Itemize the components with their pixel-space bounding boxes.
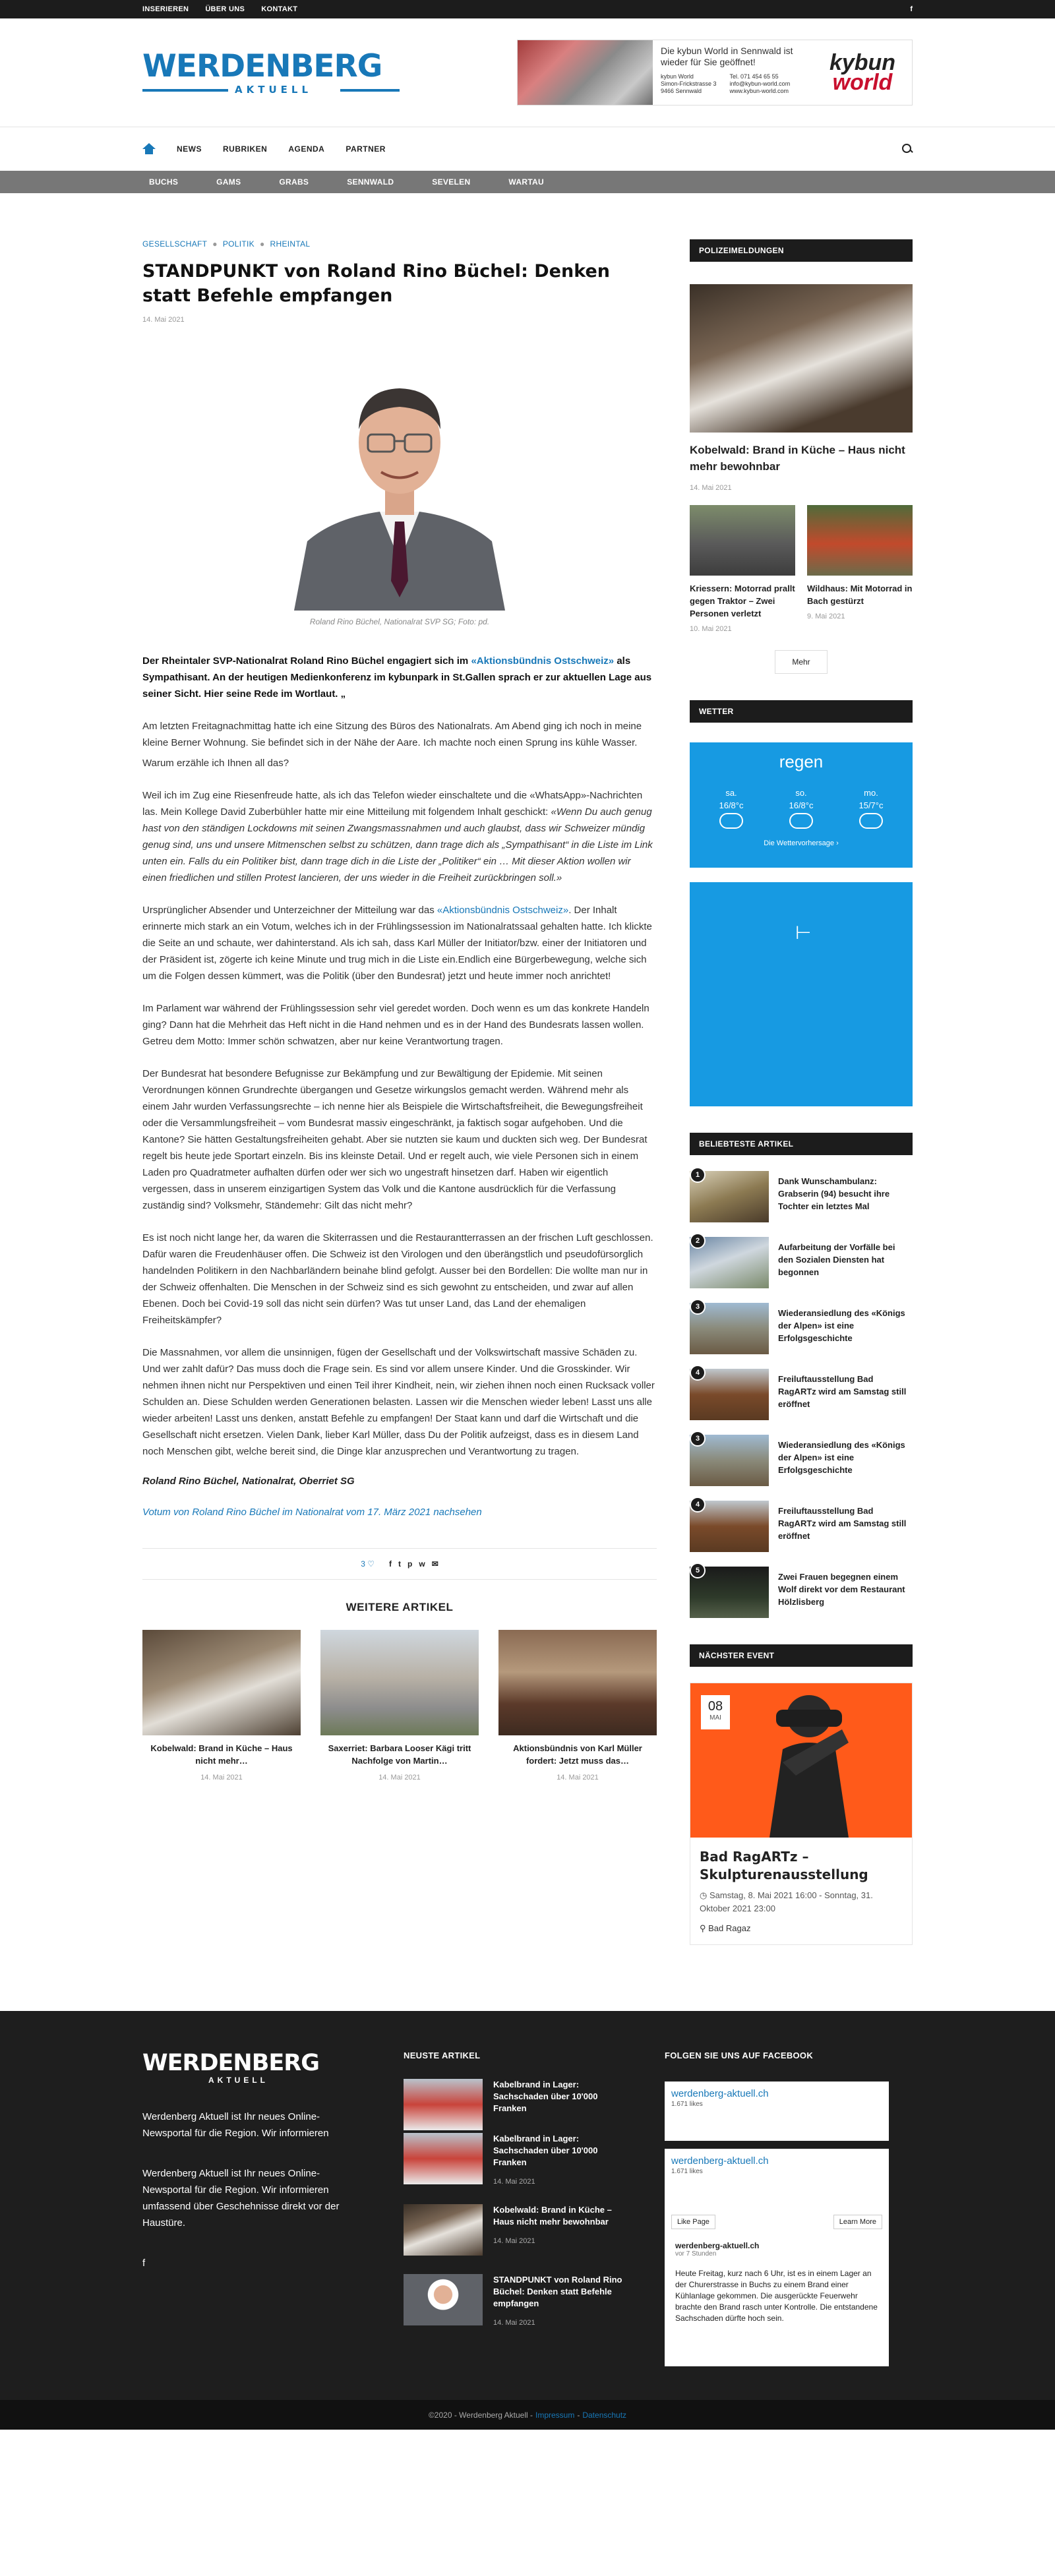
subnav-grabs[interactable]: GRABS: [279, 177, 309, 187]
subnav-gams[interactable]: GAMS: [216, 177, 241, 187]
event-title: Bad RagARTz – Skulpturenausstellung: [700, 1849, 868, 1882]
weather-state: regen: [779, 752, 824, 771]
day-temp: 16/8°c: [789, 800, 814, 810]
twitter-share-icon[interactable]: t: [398, 1559, 401, 1569]
card-image: [142, 1630, 301, 1735]
weather-forecast-link[interactable]: Die Wettervorhersage ›: [764, 839, 839, 847]
police-minis: [690, 505, 913, 633]
footer-news-date: 14. Mai 2021: [493, 2178, 535, 2186]
paragraph-2: Warum erzähle ich Ihnen all das?: [142, 758, 289, 769]
popular-item[interactable]: [690, 1237, 913, 1288]
popular-item[interactable]: [690, 1435, 913, 1486]
cursor-icon: ⊢: [795, 922, 812, 943]
day-label: mo.: [864, 788, 878, 798]
subnav-wartau[interactable]: WARTAU: [508, 177, 544, 187]
copyright-separator: -: [577, 2410, 580, 2420]
fb-page-likes: 1.671 likes: [671, 2168, 703, 2175]
card-date: 14. Mai 2021: [557, 1774, 599, 1782]
copyright-text: ©2020 - Werdenberg Aktuell -: [428, 2410, 533, 2420]
mini-image: [690, 505, 795, 576]
weather-widget: [690, 742, 913, 868]
card-title: Saxerriet: Barbara Looser Kägi tritt Nachfolge von Martin…: [328, 1743, 471, 1766]
event-when: ◷ Samstag, 8. Mai 2021 16:00 - Sonntag, 31. Oktober 2021 23:00: [700, 1890, 873, 1913]
rain-cloud-icon: [789, 813, 813, 829]
like-button[interactable]: 3 ♡: [361, 1559, 375, 1569]
site-logo[interactable]: [142, 49, 400, 96]
top-link-kontakt[interactable]: KONTAKT: [261, 5, 298, 13]
article-signature: Roland Rino Büchel, Nationalrat, Oberriet SG: [142, 1476, 355, 1487]
ad-brand-1: kybun: [829, 50, 896, 75]
ad-addr3: 9466 Sennwald: [661, 88, 702, 94]
card-date: 14. Mai 2021: [200, 1774, 243, 1782]
fb-post-author[interactable]: werdenberg-aktuell.ch: [675, 2241, 760, 2250]
fb-page-likes: 1.671 likes: [671, 2101, 703, 2108]
footer-facebook-icon[interactable]: f: [142, 2258, 146, 2269]
ad-brand-logo: [813, 40, 912, 105]
datenschutz-link[interactable]: Datenschutz: [582, 2410, 627, 2420]
popular-title: Freiluftausstellung Bad RagARTz wird am Samstag still eröffnet: [778, 1374, 907, 1409]
sidebar: [690, 239, 913, 1945]
mini-date: 10. Mai 2021: [690, 625, 732, 633]
p4-text-a: Ursprünglicher Absender und Unterzeichner der Mitteilung war das: [142, 905, 437, 916]
popular-list: [690, 1171, 913, 1618]
day-temp: 15/7°c: [859, 800, 884, 810]
top-link-inserieren[interactable]: INSERIEREN: [142, 5, 189, 13]
popular-item[interactable]: [690, 1369, 913, 1420]
popular-heading: BELIEBTESTE ARTIKEL: [690, 1133, 913, 1155]
footer-news: [404, 2051, 628, 2400]
ad-brand-2: world: [832, 70, 893, 95]
lead-text-a: Der Rheintaler SVP-Nationalrat Roland Rino Büchel engagiert sich im: [142, 655, 471, 667]
ad-mail: info@kybun-world.com: [729, 80, 791, 87]
lead-text-b: als Sympathisant. An der heutigen Medienkonferenz im kybunpark in St.Gallen sprach er zur aktuellen Lage aus seiner Sicht. Hier seine Rede im Wortlaut. „: [142, 655, 652, 700]
impressum-link[interactable]: Impressum: [535, 2410, 575, 2420]
p3-quote: «Wenn Du auch genug hast von den ständigen Lockdowns mit seinen Zwangsmassnahmen und auch glaubst, dass wir Schweizer mündig genug sind, uns und unsere Mitmenschen selbst zu schützen, dann trage dich als „Sympathisant“ in die Liste im Link unten ein. Falls du ein Politiker bist, dann trage dich in die Liste der „Politiker“ ein … Mit dieser Aktion wollen wir einen friedlichen und stillen Protest lancieren, der uns wieder in die Freiheit zurückbringen soll.»: [142, 806, 653, 884]
ad-title: Die kybun World in Sennwald ist wieder für Sie geöffnet!: [661, 45, 793, 67]
crumb-separator: ●: [212, 239, 218, 249]
paragraph-5: Im Parlament war während der Frühlingssession sehr viel geredet worden. Doch wenn es um das konkrete Handeln ging? Dann hat die Mehrheit das Heft nicht in die Hand nehmen und es in der Hand des Bundesrats lassen wollen. Getreu dem Motto: Immer schön schwatzen, aber nur keine Verantwortung tragen.: [142, 1003, 649, 1047]
event-image: [690, 1683, 912, 1838]
ad-contact: [661, 73, 805, 95]
event-where: ⚲ Bad Ragaz: [700, 1923, 751, 1933]
logo-bar-right: [340, 89, 400, 92]
fb-post-text: Heute Freitag, kurz nach 6 Uhr, ist es in einem Lager an der Churerstrasse in Buchs zu einem Brand einer Kühlanlage gekommen. Die ausgerückte Feuerwehr brachte den Brand rasch unter Kontrolle. Die entstandene Sachschaden dürfte hoch sein.: [675, 2269, 878, 2323]
popular-item[interactable]: [690, 1171, 913, 1222]
rank-badge: 3: [690, 1299, 706, 1315]
fb-page-name[interactable]: werdenberg-aktuell.ch: [671, 2088, 769, 2099]
footer-text-1: Werdenberg Aktuell ist Ihr neues Online-Newsportal für die Region. Wir informieren: [142, 2111, 329, 2139]
fb-page-plugin-small[interactable]: [665, 2082, 889, 2141]
mini-title: Wildhaus: Mit Motorrad in Bach gestürzt: [807, 584, 913, 606]
nav-rubriken[interactable]: RUBRIKEN: [223, 144, 268, 154]
card-image: [498, 1630, 657, 1735]
breadcrumb: [142, 239, 657, 249]
article-lead: [142, 653, 657, 702]
content-area: [0, 239, 1055, 1945]
image-caption: Roland Rino Büchel, Nationalrat SVP SG; Foto: pd.: [309, 617, 490, 626]
footer-news-title: Kabelbrand in Lager: Sachschaden über 10'000 Franken: [493, 2080, 598, 2113]
footer-about: [142, 2051, 367, 2400]
paragraph-6: Der Bundesrat hat besondere Befugnisse zur Bekämpfung und zur Bewältigung der Epidemie. Mit seinen Verordnungen können Grundrechte übergangen und Gesetze wirkungslos gemacht werden. Während mehr als einem Jahr wurden Verfassungsrechte – ich nenne hier als Beispiele die Wirtschaftsfreiheit, die Bewegungsfreiheit oder die Versammlungsfreiheit – vom Bundesrat massiv eingeschränkt, ja faktisch sogar aufgehoben. Und die Kantone? Sie hätten Gestaltungsfreiheiten gehabt. Aber sie nutzten sie kaum und duckten sich weg. Der Bundesrat regelt bis heute jede Sportart einzeln. Bis ins kleinste Detail. Und er regelt auch, wie viele Personen sich in einem Laden pro Quadratmeter aufhalten dürfen oder wer sich wo ungestraft hinsetzen darf. Haben wir eigentlich vergessen, dass in unserem einzigartigen System das Volk und die Kantone ausdrücklich für die Verfassung zuständig sind? Volksmehr, Ständemehr: Gilt das nicht mehr?: [142, 1068, 648, 1211]
fb-page-name[interactable]: werdenberg-aktuell.ch: [671, 2155, 769, 2167]
card-title: Kobelwald: Brand in Küche – Haus nicht mehr…: [150, 1743, 293, 1766]
weather-heading: WETTER: [690, 700, 913, 723]
event-card[interactable]: [690, 1683, 913, 1945]
fb-like-page-button[interactable]: Like Page: [671, 2215, 715, 2229]
ad-photo: [518, 40, 653, 105]
more-article-card[interactable]: [320, 1630, 479, 1782]
p4-text-b: . Der Inhalt erinnerte mich stark an ein Votum, welches ich in der Frühlingssession im Nationalratssaal gehalten hatte. Ich klickte die Seite an und schaute, wer dahinterstand. Als ich sah, dass Karl Müller der Initiator/bzw. einer der Initiatoren und der Präsident ist, zögerte ich keine Minute und trug mich in die Liste ein.Endlich eine Bürgerbewegung, welche sich um die Folgen dessen kümmert, was die Politik (über den Bundesrat) jetzt und heute immer noch anrichtet!: [142, 905, 652, 982]
weather-day: [719, 788, 743, 829]
popular-title: Wiederansiedlung des «Königs der Alpen» ist eine Erfolgsgeschichte: [778, 1440, 905, 1475]
fb-post-time: vor 7 Stunden: [675, 2250, 717, 2258]
footer-fb-heading: FOLGEN SIE UNS AUF FACEBOOK: [665, 2051, 814, 2060]
p3-text: Weil ich im Zug eine Riesenfreude hatte, als ich das Telefon wieder einschaltete und die «WhatsApp»-Nachrichten las. Mein Kollege David Zuberbühler hatte mir eine Mitteilung mit folgendem Inhalt geschickt:: [142, 790, 643, 818]
ad-addr1: kybun World: [661, 73, 694, 80]
card-image: [320, 1630, 479, 1735]
footer-news-heading: NEUSTE ARTIKEL: [404, 2051, 481, 2060]
subnav-buchs[interactable]: BUCHS: [149, 177, 179, 187]
top-link-ueber-uns[interactable]: ÜBER UNS: [205, 5, 245, 13]
rank-badge: 3: [690, 1431, 706, 1447]
footer-news-title: Kobelwald: Brand in Küche – Haus nicht mehr bewohnbar: [493, 2205, 612, 2227]
ad-text: [653, 40, 813, 105]
rank-badge: 4: [690, 1497, 706, 1513]
fb-learn-more-button[interactable]: Learn More: [833, 2215, 882, 2229]
footer-news-item[interactable]: [404, 2204, 628, 2256]
page-title: STANDPUNKT von Roland Rino Büchel: Denken statt Befehle empfangen: [142, 261, 610, 306]
subnav-sennwald[interactable]: SENNWALD: [347, 177, 394, 187]
main-nav: [0, 127, 1055, 171]
nav-news[interactable]: NEWS: [177, 144, 202, 154]
footer-news-date: 14. Mai 2021: [493, 2319, 535, 2327]
pinterest-share-icon[interactable]: p: [407, 1559, 413, 1569]
top-bar: [0, 0, 1055, 18]
paragraph-8: Die Massnahmen, vor allem die unsinnigen, fügen der Gesellschaft und der Volkswirtschaft massive Schäden zu. Und wer zahlt dafür? Das muss doch die Frage sein. Es sind vor allem unsere Kinder. Und die Grosskinder. Wir nehmen ihnen nicht nur Perspektiven und einen Teil ihrer Kindheit, nein, wir ziehen ihnen noch einen Rucksack voller Schulden an. Diese Schulden werden Generationen belasten. Lassen wir die Menschen wieder leben! Lasst uns alle wieder arbeiten! Lasst uns denken, anstatt Befehle zu empfangen! Der Staat kann und darf die Wirtschaft und die Gesellschaft nicht ersetzen. Vielen Dank, lieber Karl Müller, dass Du der Politik aufzeigst, dass es in diesem Land noch Menschen gibt, welche bereit sind, die Dinge klar anzusprechen und Verantwortung zu tragen.: [142, 1347, 655, 1457]
footer-news-date: 14. Mai 2021: [493, 2237, 535, 2245]
site-footer: [0, 2011, 1055, 2400]
popular-title: Wiederansiedlung des «Königs der Alpen» ist eine Erfolgsgeschichte: [778, 1308, 905, 1343]
popular-item[interactable]: [690, 1567, 913, 1618]
footer-news-image: [404, 2133, 483, 2184]
more-articles-heading: WEITERE ARTIKEL: [346, 1601, 454, 1613]
rank-badge: 5: [690, 1563, 706, 1578]
popular-title: Zwei Frauen begegnen einem Wolf direkt vor dem Restaurant Hölzlisberg: [778, 1572, 905, 1607]
crumb-politik[interactable]: POLITIK: [222, 239, 255, 249]
police-main-date: 14. Mai 2021: [690, 484, 732, 492]
event-when-text: Samstag, 8. Mai 2021 16:00 - Sonntag, 31. Oktober 2021 23:00: [700, 1890, 873, 1913]
rain-cloud-icon: [719, 813, 743, 829]
more-articles: [142, 1630, 657, 1782]
crumb-gesellschaft[interactable]: GESELLSCHAFT: [142, 239, 208, 249]
footer-news-image: [404, 2274, 483, 2325]
footer-news-image: [404, 2079, 483, 2130]
rank-badge: 4: [690, 1365, 706, 1381]
whatsapp-share-icon[interactable]: w: [419, 1559, 425, 1569]
footer-news-item[interactable]: [404, 2079, 628, 2130]
mini-title: Kriessern: Motorrad prallt gegen Traktor – Zwei Personen verletzt: [690, 584, 795, 618]
paragraph-7: Es ist noch nicht lange her, da waren die Skiterrassen und die Restaurantterrassen an der frischen Luft geschlossen. Dafür waren die Freudenhäuser offen. Die Schweiz ist den Virologen und den überängstlich und pseudofürsorglich handelnden Politikern in den Nachbarländern beinahe blind gefolgt. Ausser bei den Bordellen: Die wollte man nur in der Schweiz offenhalten. Die Menschen in der Schweiz sind es sich gewohnt zu entscheiden, und zwar auf allen Ebenen. Doch bei Covid-19 soll das nicht sein dürfen? Was tut unser Land, das Land der ehemaligen Freiheitskämpfer?: [142, 1232, 653, 1326]
blue-ad-box[interactable]: [690, 882, 913, 1106]
votum-link[interactable]: Votum von Roland Rino Büchel im Nationalrat vom 17. März 2021 nachsehen: [142, 1507, 482, 1518]
sculpture-image: [743, 1690, 875, 1838]
card-title: Aktionsbündnis von Karl Müller fordert: Jetzt muss das…: [513, 1743, 642, 1766]
footer-news-image: [404, 2204, 483, 2256]
article-main: [142, 239, 657, 1945]
copyright-bar: [0, 2400, 1055, 2430]
mini-image: [807, 505, 913, 576]
footer-news-item[interactable]: [404, 2133, 628, 2186]
logo-text: WERDENBERG: [142, 48, 382, 84]
weather-day: [859, 788, 883, 829]
ad-addr2: Simon-Frickstrasse 3: [661, 80, 717, 87]
day-label: sa.: [725, 788, 737, 798]
footer-news-title: STANDPUNKT von Roland Rino Büchel: Denken statt Befehle empfangen: [493, 2275, 622, 2308]
more-button[interactable]: Mehr: [775, 650, 828, 674]
footer-news-title: Kabelbrand in Lager: Sachschaden über 10'000 Franken: [493, 2134, 598, 2167]
footer-logo[interactable]: WERDENBERG: [142, 2050, 319, 2076]
facebook-share-icon[interactable]: f: [389, 1559, 392, 1569]
site-header: [0, 18, 1055, 127]
footer-news-item[interactable]: [404, 2274, 628, 2327]
nav-agenda[interactable]: AGENDA: [288, 144, 325, 154]
share-bar: [142, 1548, 657, 1580]
event-where-text: Bad Ragaz: [708, 1923, 751, 1933]
footer-facebook: [665, 2051, 889, 2400]
email-share-icon[interactable]: ✉: [431, 1559, 438, 1569]
police-heading: POLIZEIMELDUNGEN: [690, 239, 913, 262]
facebook-icon[interactable]: f: [910, 5, 913, 13]
lead-link[interactable]: «Aktionsbündnis Ostschweiz»: [471, 655, 615, 667]
logo-subtext: AKTUELL: [235, 84, 313, 96]
crumb-separator: ●: [259, 239, 265, 249]
footer-text-2: Werdenberg Aktuell ist Ihr neues Online-Newsportal für die Region. Wir informieren umfassend über Geschehnisse direkt vor der Haustüre.: [142, 2168, 340, 2229]
mini-date: 9. Mai 2021: [807, 613, 845, 620]
p4-link[interactable]: «Aktionsbündnis Ostschweiz»: [437, 905, 569, 916]
police-mini-item[interactable]: [807, 505, 913, 633]
popular-item[interactable]: [690, 1501, 913, 1552]
ad-tel: Tel. 071 454 65 55: [729, 73, 779, 80]
search-icon[interactable]: [902, 144, 913, 154]
event-day: 08: [708, 1699, 723, 1714]
fb-page-plugin[interactable]: [665, 2149, 889, 2366]
popular-item[interactable]: [690, 1303, 913, 1354]
police-main-title[interactable]: Kobelwald: Brand in Küche – Haus nicht mehr bewohnbar: [690, 444, 905, 473]
top-links: [142, 5, 312, 13]
day-temp: 16/8°c: [719, 800, 744, 810]
ad-web: www.kybun-world.com: [729, 88, 789, 94]
nav-partner[interactable]: PARTNER: [346, 144, 386, 154]
card-date: 14. Mai 2021: [378, 1774, 421, 1782]
popular-title: Freiluftausstellung Bad RagARTz wird am Samstag still eröffnet: [778, 1506, 907, 1541]
logo-bar-left: [142, 89, 228, 92]
article-date: 14. Mai 2021: [142, 316, 185, 324]
event-calendar-badge: [701, 1695, 730, 1729]
fb-actions: [671, 2215, 882, 2229]
police-mini-item[interactable]: [690, 505, 795, 633]
paragraph-3: [142, 787, 657, 886]
crumb-rheintal[interactable]: RHEINTAL: [270, 239, 311, 249]
article-hero-image: [268, 363, 531, 611]
kybun-ad-banner[interactable]: [517, 40, 913, 105]
rank-badge: 2: [690, 1233, 706, 1249]
footer-logo-sub: AKTUELL: [208, 2076, 268, 2085]
rain-cloud-icon: [859, 813, 883, 829]
event-month: MAI: [709, 1714, 721, 1722]
portrait-image: [268, 363, 531, 611]
home-icon[interactable]: [142, 143, 156, 155]
weather-day: [789, 788, 813, 829]
rank-badge: 1: [690, 1167, 706, 1183]
weather-days: [690, 788, 913, 829]
popular-title: Dank Wunschambulanz: Grabserin (94) besucht ihre Tochter ein letztes Mal: [778, 1176, 890, 1211]
paragraph-4: [142, 902, 657, 984]
nav-items: [142, 143, 386, 155]
more-article-card[interactable]: [142, 1630, 301, 1782]
subnav-sevelen[interactable]: SEVELEN: [432, 177, 471, 187]
event-body: [690, 1838, 912, 1944]
share-icons: [389, 1559, 438, 1569]
police-main-image[interactable]: [690, 284, 913, 433]
paragraph-1: Am letzten Freitagnachmittag hatte ich eine Sitzung des Büros des Nationalrats. Am Abend ging ich noch in meine kleine Berner Wohnung. Sie befindet sich in der Nähe der Aare. Ich machte noch einen Sprung ins kühle Wasser.: [142, 721, 642, 748]
sub-nav: [0, 171, 1055, 193]
day-label: so.: [795, 788, 807, 798]
popular-title: Aufarbeitung der Vorfälle bei den Sozialen Diensten hat begonnen: [778, 1242, 895, 1277]
event-heading: NÄCHSTER EVENT: [690, 1644, 913, 1667]
more-article-card[interactable]: [498, 1630, 657, 1782]
